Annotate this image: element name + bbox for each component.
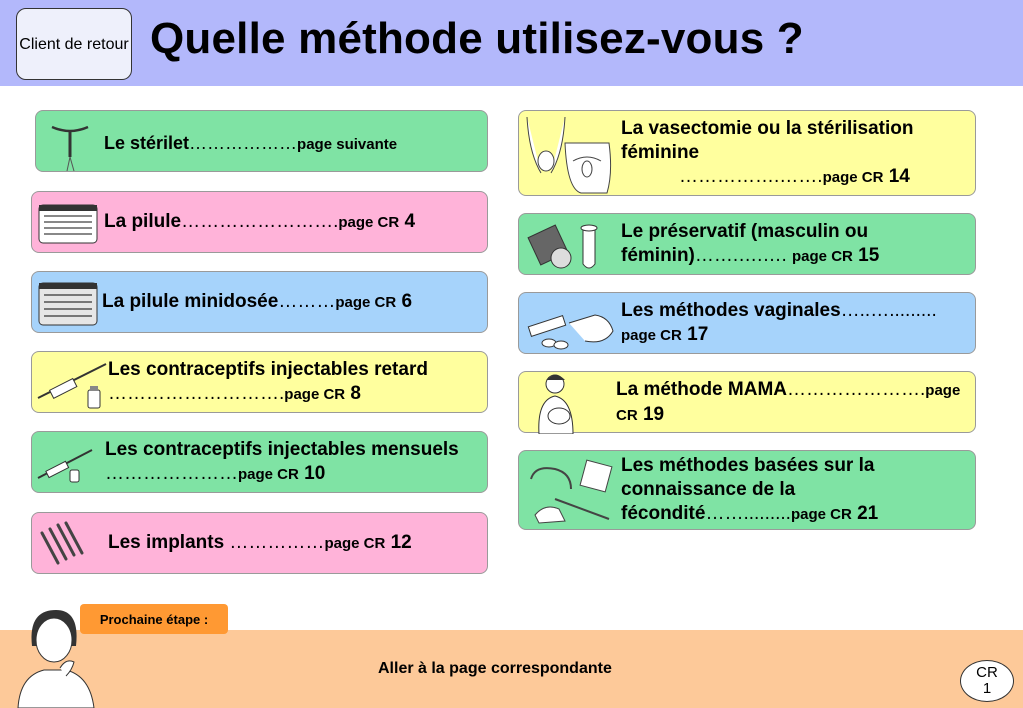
method-label: La pilule minidosée………page CR 6 [102,291,413,312]
client-returning-label: Client de retour [19,35,129,53]
method-label: Les implants ……………page CR 12 [108,532,412,553]
breastfeeding-mother-icon [527,372,587,434]
page-title: Quelle méthode utilisez-vous ? [150,14,804,63]
syringe-vial-icon [36,360,110,410]
thermometer-calendar-icon [525,459,615,525]
method-label: Les contraceptifs injectables mensuels …………………page CR 10 [105,439,459,484]
method-card-pill[interactable] [31,191,488,253]
iud-icon [46,113,94,171]
method-label: Les contraceptifs injectables retard ……………………….page CR 8 [108,359,428,404]
goto-instruction: Aller à la page correspondante [378,660,612,677]
mini-pill-pack-icon [38,282,98,326]
method-card-iud[interactable] [35,110,488,172]
anatomy-icon [521,113,613,195]
method-card-injectable-retard[interactable] [31,351,488,413]
method-card-mama[interactable] [518,371,976,433]
page-badge [960,660,1014,702]
method-label: Les méthodes vaginales…..…......... page CR 17 [621,300,937,345]
next-step-label: Prochaine étape : [80,604,228,634]
condom-icon [527,220,607,272]
page-badge-number: 1 [982,680,992,697]
method-label: La méthode MAMA………………….page CR 19 [616,379,961,425]
method-label: La vasectomie ou la stérilisation féminine …………….…….page CR 14 [621,118,914,187]
method-card-condom[interactable] [518,213,976,275]
method-label: La pilule…………………….page CR 4 [104,211,416,232]
spermicide-tube-icon [525,301,619,351]
method-label: Les méthodes basées sur la connaissance de la fécondité…….........page CR 21 [621,455,879,524]
method-card-fertility-awareness[interactable] [518,450,976,530]
method-card-vaginal[interactable] [518,292,976,354]
pill-pack-icon [38,204,98,244]
syringe-small-icon [36,444,100,484]
method-card-injectable-monthly[interactable] [31,431,488,493]
implant-rods-icon [38,519,88,569]
method-card-minipill[interactable] [31,271,488,333]
method-card-implants[interactable] [31,512,488,574]
method-label: Le préservatif (masculin ou féminin)…….….…. page CR 15 [621,221,880,266]
client-returning-button[interactable] [16,8,132,80]
method-card-sterilization[interactable] [518,110,976,196]
page-badge-prefix: CR [976,664,998,681]
method-label: Le stérilet………………page suivante [104,133,398,153]
